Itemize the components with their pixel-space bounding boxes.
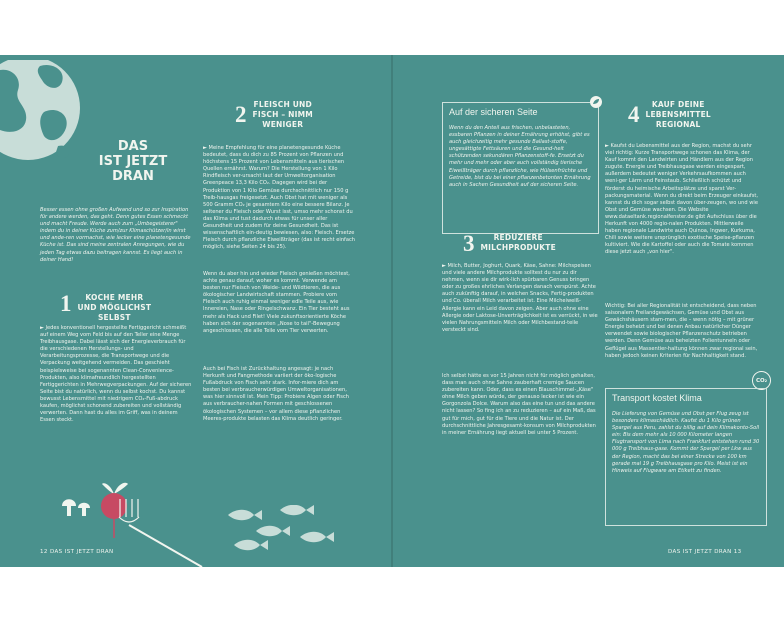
section-1-body: ► Jedes konventionell hergestellte Fertiggericht schmeißt auf einem Weg vom Feld bis auf den Teller eine Menge Treibhausgase. Dabei lässt sich der Energieverbrauch für die verschiedenen Herstellungs- und Verarbeitungsprozesse, die Transportwege und die Verpackung weitgehend vermeiden. Das geschieht beispielsweise bei sogenannten Clean-Convenience-Produkten, also klimafreundlich hergestellten Fertiggerichten in Mehrwegverpackungen. Auf der sicheren Seite bist du natürlich, wenn du selbst kochst. Du kannst bewusst Lebensmittel mit niedrigem CO₂-Fuß-abdruck kaufen, möglichst schonend zubereiten und vollständig verwerten. Dann hast du alles im Griff, was in deinem Essen steckt. [40,325,192,424]
section-4-body-2: Wichtig: Bei aller Regionalität ist entscheidend, dass neben saisonalem Freilandgewächsen, Gemüse und Obst aus Gewächshäusern stam-men, die – wenn nötig – mit grüner Energie beheizt und bei denen Anbau natürlicher Dünger verwendet sowie biologischer Pflanzenschutz betrieben werden. Denn Gemüse aus beheizten Folientunneln oder Geflügel aus Massentier-haltung können zwar regional sein, haben jedoch keinen Kriterien für Nachhaltigkeit stand. [605,303,758,359]
box-2-title: Transport kostet Klima [612,393,702,403]
section-1-number: 1 [60,291,72,316]
page-folio-left: 12 DAS IST JETZT DRAN [40,549,114,555]
section-3-number: 3 [463,231,475,256]
page-folio-right: DAS IST JETZT DRAN 13 [668,549,742,555]
section-4-body-1: ► Kaufst du Lebensmittel aus der Region, machst du sehr viel richtig: Kurze Transportwege schonen das Klima, der Kauf kommt den Landwirten und Händlern aus der Region zugute. Energie und Treibhausgase werden eingespart, außerdem bedeutet weniger Verkehrsaufkommen auch weni-ger Lärm und Feinstaub. Schließlich schützt und förderst du heimische Arbeitsplätze und sparst Ver-packungsmaterial. Wenn du direkt beim Erzeuger einkaufst, kannst du dich sogar selbst davon über-zeugen, wo und wie Obst und Gemüse wachsen. Die Website www.dataeltank.regionalfenster.de gibt Aufschluss über die Herkunft von 4000 regio-nalen Produkten. Mittlerweile haben regionale Landwirte auch Quinoa, Ingwer, Kurkuma, Chili sowie weitere ursprünglich exotische Speise-pflanzen kultiviert. Wie die Kartoffel oder auch die Tomate kommen diese jetzt auch „von hier". [605,143,758,256]
mushroom-illustration [60,492,100,520]
section-4-number: 4 [628,102,640,127]
section-3-heading: 3 REDUZIERE MILCHPRODUKTE [463,231,556,256]
section-2-body-1: ► Meine Empfehlung für eine planetengesunde Küche bedeutet, dass du dich zu 85 Prozent von Pflanzen und höchstens 15 Prozent von Lebensmitteln aus tierischen Quellen ernährst. Warum? Die Herstellung von 1 Kilo Rindfleisch ver-ursacht laut der Umweltorganisation Greenpeace 13,3 Kilo CO₂. Dagegen wird bei der Produktion von 1 Kilo Gemüse durchschnittlich nur 150 g Treib-hausgas freigesetzt. Auch Obst hat mit weniger als 500 Gramm CO₂ je gesamtem Kilo eine bessere Bilanz. Je seltener du Fleisch oder Wurst isst, umso mehr schonst du das Klima und tust dadurch etwas für unser aller Gesundheit und zudem für deine Gesundheit. Das ist wissenschaftlich ein-deutig bewiesen, also: Fleisch. Ersetze Fleisch durch pflanzliche Eiweißträger (das ist recht einfach möglich, siehe Seiten 24 bis 25). [203,145,355,251]
box-2-body: Die Lieferung von Gemüse und Obst per Flug zeug ist besonders klimaschädlich. Kaufst du 1 Kilo grünen Spargel aus Peru, zahlst du billig auf dein Klimakonto-Soll ein: Bis dem mehr als 10 000 Kilometer langen Flugtransport von Lima nach Frankfurt entstehen rund 30 000 g Treibhaus-gase. Kommt der Spargel per Lkw aus der Region, macht das bei einer Strecke von 100 km gerade mal 19 g Treibhausgase pro Kilo. Meist ist ein Hinweis auf Flugware am Etikett zu finden. [612,411,760,474]
section-1-heading: 1 KOCHE MEHR UND MÖGLICHST SELBST [60,291,152,322]
co2-badge-label: CO₂ [755,377,768,384]
book-spread [0,55,784,567]
box-1-title: Auf der sicheren Seite [449,107,538,117]
fish-school-illustration [220,505,340,555]
globe-illustration [0,60,82,170]
section-2-number: 2 [235,102,247,127]
section-3-body-1: ► Milch, Butter, Joghurt, Quark, Käse, Sahne: Milchspeisen und viele andere Milchprodukte solltest du nur zu dir nehmen, wenn sie dir wirk-lich spürbaren Genuss bringen oder zu großes ehrliches Verlangen danach verspürst. Achte auch zukünftig darauf, in welchen Snacks, Fertig-produkten und Co. überall Milch verarbeitet ist. Eine Milcheiweiß-Allergie kann ein Leid davon zeigen. Aber auch ohne eine Allergie oder Laktose-Unverträglichkeit ist es verrückt, in wie vielen Nahrungsmitteln Milch oder Milchbestand-teile versteckt sind. [442,263,598,333]
section-4-heading: 4 KAUF DEINE LEBENSMITTEL REGIONAL [628,100,711,129]
section-2-body-3: Auch bei Fisch ist Zurückhaltung angesagt: je nach Herkunft und Fangmethode variiert der öko-logische Fußabdruck von Fisch sehr stark. Infor-miere dich am besten bei verbraucherwürdigen Umweltorganisationen, was hier sinnvoll ist. Mein Tipp: Probiere Algen oder Fisch aus verbraucher-nahen Formen mit geschlossenen ökologischen Systemen – vor allem diese pflanzlichen Meeres-produkte belasten das Klima deutlich geringer. [203,366,349,422]
gutter [391,55,393,567]
box-1-body: Wenn du den Anteil aus frischen, unbelasteten, essbaren Pflanzen in deiner Ernährung erhöhst, gibt es auch gleichzeitig mehr gesunde Ballast-stoffe, ungesättigte Fettsäuren und die Gesund-heit schützenden sekundären Pflanzenstoff-fe. Ersetzt du mehr und mehr oder aber auch vollständig tierische Eiweißträger durch pflanzliche, wie Hülsenfrüchte und Getreide, bist du bei einer pflanzenbetonten Ernährung auch in Sachen Gesundheit auf der sicheren Seite. [449,125,591,188]
page-title: DAS IST JETZT DRAN [98,139,168,184]
leaf-icon [589,95,603,109]
section-2-body-2: Wenn du aber hin und wieder Fleisch genießen möchtest, achte genau darauf, woher es kommt. Verwende am besten nur Fleisch von Weide- und Wildtieren, die aus ökologischer Landwirtschaft stammen. Probiere vom Fleisch auch ruhig einmal weniger edle Teile aus, wie Innereien, Nase oder Ringelschwanz. Ein Tier besteht aus mehr als Hack und Filet! Viele zukunftsorientierte Köche haben sich der sogenannten „Nose to tail"-Bewegung angeschlossen, die alle Teile vom Tier verwerten. [203,271,350,334]
intro-text: Besser essen ohne großen Aufwand und so zur Inspiration für andere werden, das geht. Denn gutes Essen schmeckt und macht Freude. Werde auch zum „Umbegeisterer" indem du in deiner Küche zum/zur Klimaschützer/in wirst und ande-ren vormachst, wie lecker eine planetengesunde Küche ist. Das sind meine zentralen Anregungen, wie du jeden Tag etwas dazu beitragen kannst. Es liegt auch in deiner Hand! [40,207,191,263]
section-2-heading: 2 FLEISCH UND FISCH – NIMM WENIGER [235,100,313,129]
fork-illustration [110,495,210,567]
section-3-body-2: Ich selbst hätte es vor 15 Jahren nicht für möglich gehalten, dass man auch ohne Sahne zauberhaft cremige Saucen zubereiten kann. Oder, dass es einen Blauschimmel-„Käse" ohne Milch geben würde, der genauso lecker ist wie ein Gorgonzola Dolce. Warum also das eine tun und das andere nicht lassen? So fing ich an zu reduzieren – auf ein Maß, das gut für mich, gut für die Tiere und die Natur ist. Der durchschnittliche Jahresgesamt-konsum von Milchprodukten in meiner Ernährung liegt aktuell bei unter 5 Prozent. [442,373,596,436]
